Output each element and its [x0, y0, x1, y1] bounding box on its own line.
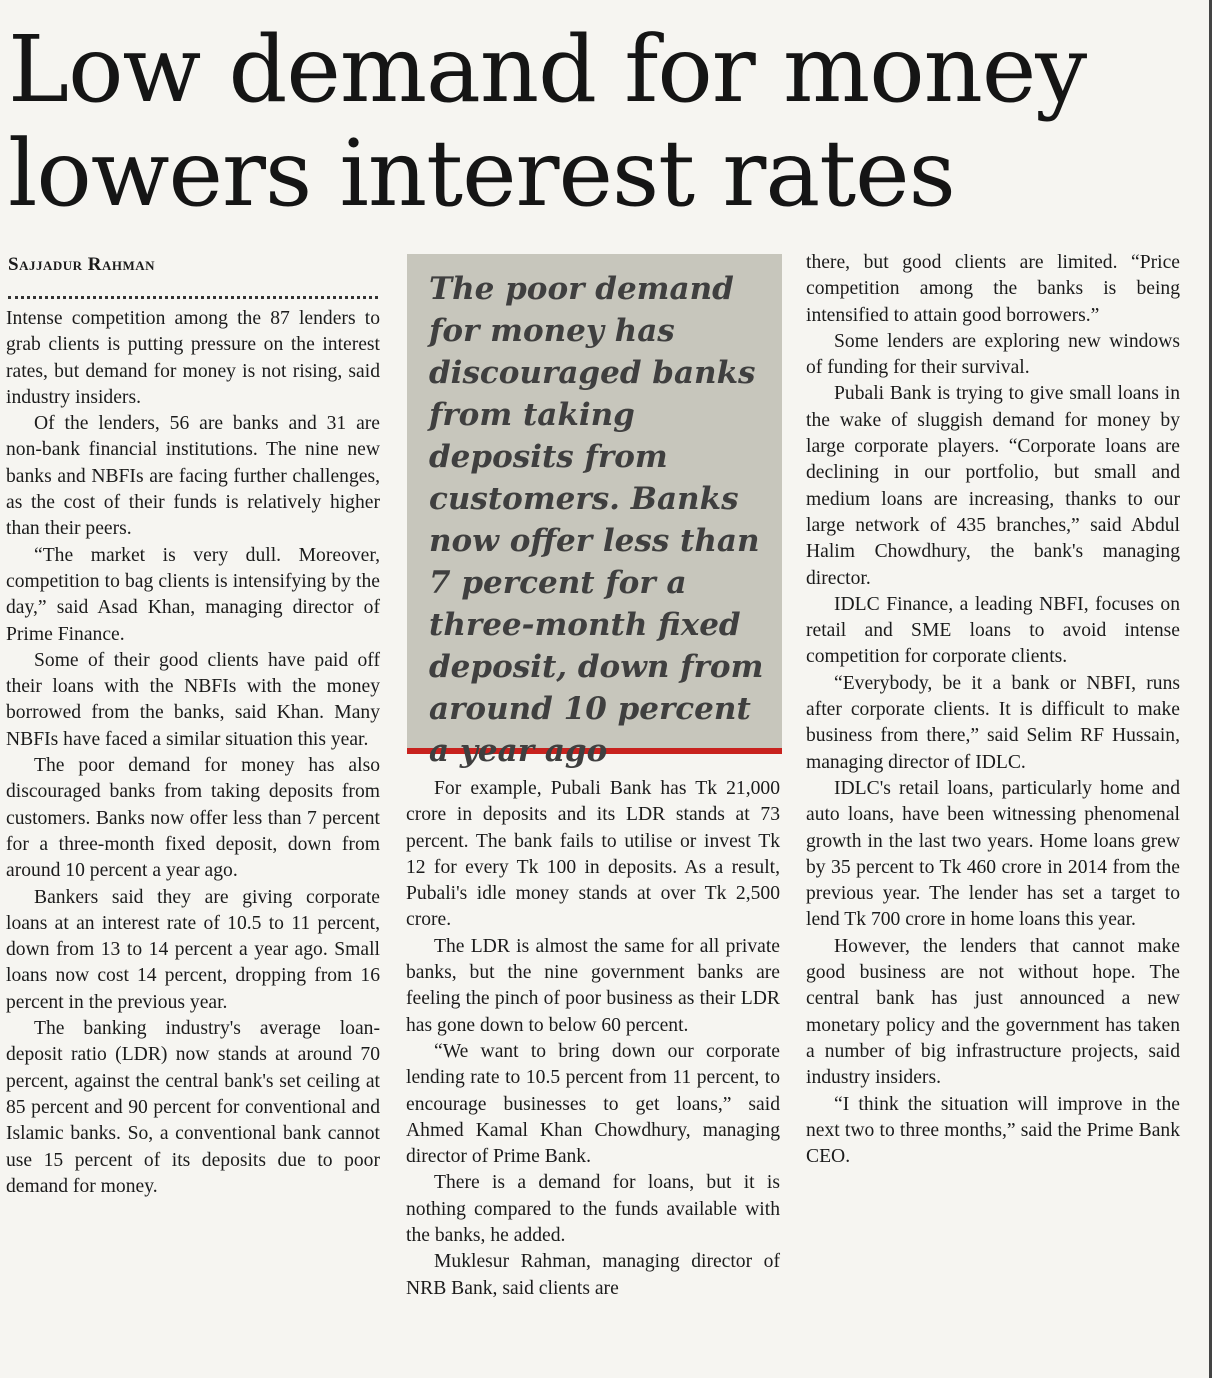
paragraph: “We want to bring down our corporate lending rate to 10.5 percent from 11 percent, to encourage businesses to get loans,” said Ahmed Kamal Khan Chowdhury, managing director of Prime Bank. — [406, 1040, 780, 1168]
pull-quote-box — [407, 254, 782, 769]
paragraph: Pubali Bank is trying to give small loans in the wake of sluggish demand for money by large corporate players. “Corporate loans are declining in our portfolio, but small and medium loans are increasing, thanks to our large network of 435 branches,” said Abdul Halim Chowdhury, the bank's managing director. — [806, 383, 1180, 589]
paragraph: IDLC Finance, a leading NBFI, focuses on retail and SME loans to avoid intense competition for corporate clients. — [806, 593, 1180, 668]
byline: Sajjadur Rahman — [8, 254, 156, 275]
paragraph: Bankers said they are giving corporate loans at an interest rate of 10.5 to 11 percent, down from 13 to 14 percent a year ago. Small loans now cost 14 percent, dropping from 16 percent in the previous year. — [6, 886, 380, 1013]
paragraph: IDLC's retail loans, particularly home and auto loans, have been witnessing phenomenal growth in the last two years. Home loans grew by 35 percent to Tk 460 crore in 2014 from the previous year. The lender has set a target to lend Tk 700 crore in home loans this year. — [806, 777, 1180, 931]
paragraph: The banking industry's average loan-deposit ratio (LDR) now stands at around 70 percent, against the central bank's set ceiling at 85 percent and 90 percent for conventional and Islamic banks. So, a conventional bank cannot use 15 percent of its deposits due to poor demand for money. — [6, 1018, 380, 1197]
headline-line-2: lowers interest rates — [8, 120, 955, 227]
paragraph: “I think the situation will improve in the next two to three months,” said the Prime Bank CEO. — [806, 1093, 1180, 1168]
paragraph: The LDR is almost the same for all private banks, but the nine government banks are feeling the pinch of poor business as their LDR has gone down to below 60 percent. — [406, 935, 780, 1036]
pull-quote-text: The poor demand for money has discouraged banks from taking deposits from customers. Banks now offer less than 7 percent for a three-month fixed deposit, down from around 10 percent a year ago — [429, 271, 764, 769]
paragraph: “The market is very dull. Moreover, competition to bag clients is intensifying by the day,” said Asad Khan, managing director of Prime Finance. — [6, 544, 380, 645]
paragraph: For example, Pubali Bank has Tk 21,000 crore in deposits and its LDR stands at 73 percent. The bank fails to utilise or invest Tk 12 for every Tk 100 in deposits. As a result, Pubali's idle money stands at over Tk 2,500 crore. — [406, 778, 780, 931]
headline — [8, 18, 1198, 226]
paragraph: There is a demand for loans, but it is nothing compared to the funds available with the banks, he added. — [406, 1172, 780, 1247]
article-column-3 — [806, 250, 1180, 1170]
paragraph: Some of their good clients have paid off their loans with the NBFIs with the money borrowed from the banks, said Khan. Many NBFIs have faced a similar situation this year. — [6, 649, 380, 750]
paragraph: Of the lenders, 56 are banks and 31 are non-bank financial institutions. The nine new banks and NBFIs are facing further challenges, as the cost of their funds is relatively higher than their peers. — [6, 413, 380, 540]
article-column-2 — [406, 776, 780, 1302]
paragraph: Intense competition among the 87 lenders to grab clients is putting pressure on the interest rates, but demand for money is not rising, said industry insiders. — [6, 308, 380, 408]
paragraph: there, but good clients are limited. “Price competition among the banks is being intensified to attain good borrowers.” — [806, 252, 1180, 326]
paragraph: However, the lenders that cannot make good business are not without hope. The central bank has just announced a new monetary policy and the government has taken a number of big infrastructure projects, said industry insiders. — [806, 935, 1180, 1089]
paragraph: The poor demand for money has also discouraged banks from taking deposits from customers. Banks now offer less than 7 percent for a three-month fixed deposit, down from around 10 percent a year ago. — [6, 755, 380, 882]
byline-divider — [8, 296, 378, 299]
paragraph: Some lenders are exploring new windows of funding for their survival. — [806, 330, 1180, 379]
paragraph: “Everybody, be it a bank or NBFI, runs after corporate clients. It is difficult to make business from there,” said Selim RF Hussain, managing director of IDLC. — [806, 672, 1180, 773]
article-column-1 — [6, 306, 380, 1200]
paragraph: Muklesur Rahman, managing director of NRB Bank, said clients are — [406, 1251, 780, 1299]
headline-line-1: Low demand for money — [8, 16, 1087, 123]
